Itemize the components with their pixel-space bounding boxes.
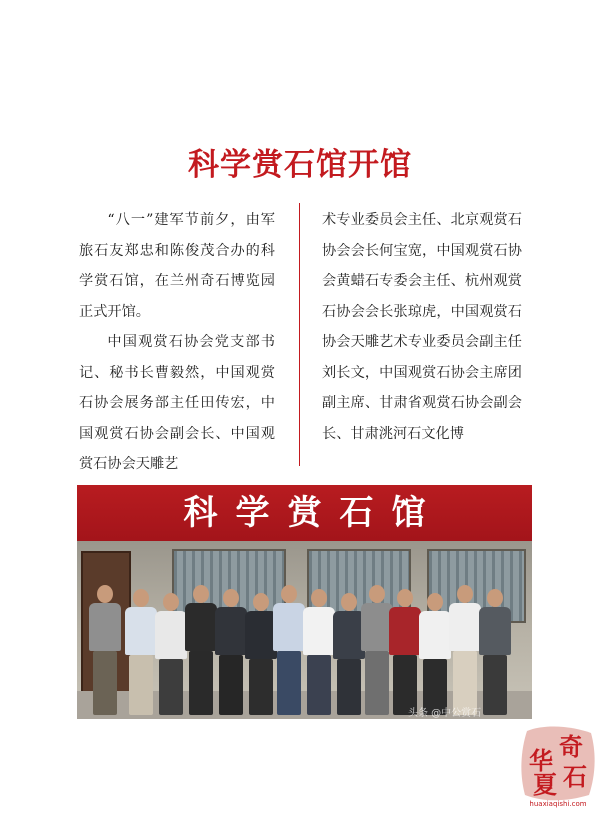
article-title: 科学赏石馆开馆 [188, 146, 412, 183]
building-background [77, 541, 532, 719]
person-head [487, 589, 503, 607]
paragraph: “八一”建军节前夕，由军旅石友郑忠和陈俊茂合办的科学赏石馆，在兰州奇石博览园正式开馆。 [79, 212, 275, 320]
person-torso [185, 603, 217, 651]
person-legs [277, 651, 301, 715]
person-legs [307, 655, 331, 715]
person-head [281, 585, 297, 603]
person-head [253, 593, 269, 611]
photo-banner [77, 485, 532, 541]
person-head [397, 589, 413, 607]
person-torso [303, 607, 335, 655]
person-torso [155, 611, 187, 659]
column-divider [299, 203, 300, 466]
person-head [341, 593, 357, 611]
person-torso [479, 607, 511, 655]
paragraph: 术专业委员会主任、北京观赏石协会会长何宝宽，中国观赏石协会黄蜡石专委会主任、杭州观赏石协会会长张琼虎，中国观赏石协会天雕艺术专业委员会副主任刘长文，中国观赏石协会主席团副主席、甘肃省观赏石协会副会长、甘肃洮河石文化博 [322, 212, 522, 442]
person-head [369, 585, 385, 603]
banner-text: 科学赏石馆 [183, 493, 444, 533]
seal-char-hua: 华 [529, 746, 553, 775]
seal-char-qi: 奇 [559, 732, 583, 761]
person-head [97, 585, 113, 603]
person-head [311, 589, 327, 607]
person-head [223, 589, 239, 607]
person-legs [337, 659, 361, 715]
person-legs [483, 655, 507, 715]
seal-char-shi: 石 [563, 762, 587, 791]
person-legs [189, 651, 213, 715]
left-column [79, 205, 275, 480]
huaxia-qishi-seal-logo [519, 725, 597, 809]
person-head [133, 589, 149, 607]
person-torso [89, 603, 121, 651]
person-torso [389, 607, 421, 655]
person-torso [215, 607, 247, 655]
paragraph: 中国观赏石协会党支部书记、秘书长曹毅然，中国观赏石协会展务部主任田传宏，中国观赏石协会副会长、中国观赏石协会天雕艺 [79, 334, 275, 472]
person-head [457, 585, 473, 603]
seal-url: huaxiaqishi.com [529, 800, 587, 808]
person-torso [419, 611, 451, 659]
right-column [322, 205, 522, 449]
person-legs [219, 655, 243, 715]
person-torso [449, 603, 481, 651]
person-head [427, 593, 443, 611]
group-photo [77, 485, 532, 719]
person-legs [129, 655, 153, 715]
person-head [163, 593, 179, 611]
person-head [193, 585, 209, 603]
person-legs [249, 659, 273, 715]
person-legs [93, 651, 117, 715]
photo-watermark: 头条 @中公赏石 [408, 708, 482, 719]
person-torso [125, 607, 157, 655]
person-torso [273, 603, 305, 651]
person-legs [365, 651, 389, 715]
seal-char-xia: 夏 [533, 770, 557, 799]
person-legs [159, 659, 183, 715]
